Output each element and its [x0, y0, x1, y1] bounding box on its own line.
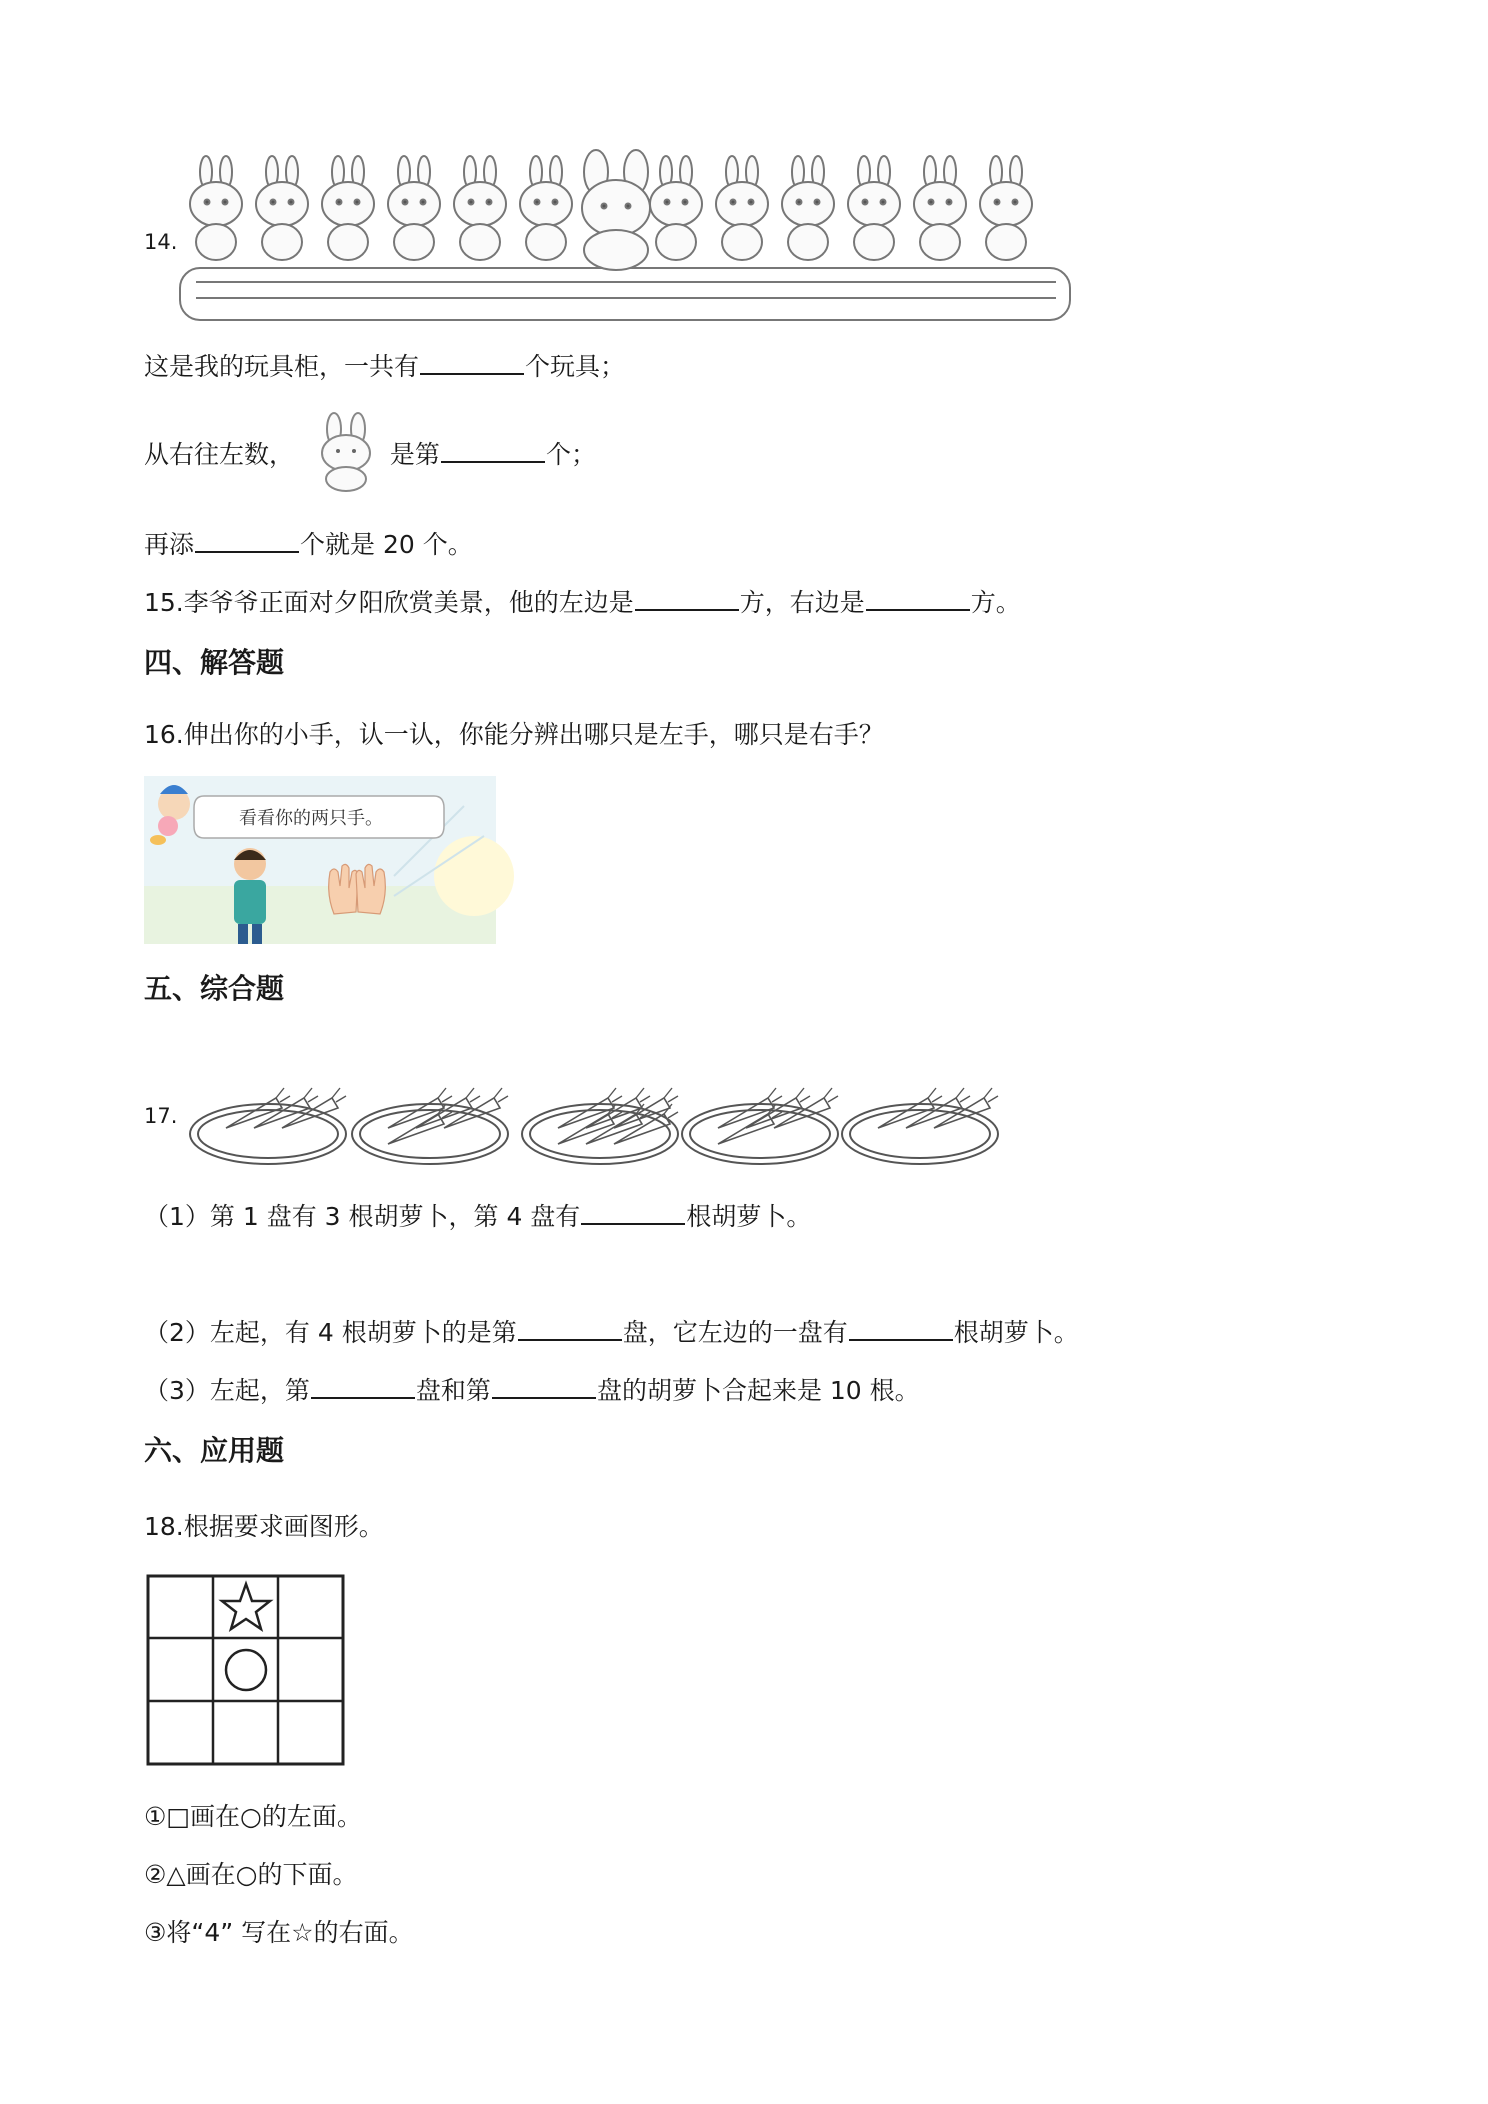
q14-line1-suffix: 个玩具；	[525, 352, 626, 381]
q17-number: 17.	[144, 1104, 178, 1128]
q18-text: 18.根据要求画图形。	[144, 1512, 384, 1541]
q17-blank-left-plate[interactable]	[849, 1317, 953, 1341]
q17-part3-text: （3）左起，第	[144, 1376, 310, 1405]
q18-item3: ③将“4” 写在☆的右面。	[144, 1918, 414, 1947]
q17-blank-plate-b[interactable]	[492, 1375, 596, 1399]
small-rabbit-icon	[520, 156, 572, 260]
q17-blank-plate4[interactable]	[581, 1201, 685, 1225]
circle-icon	[226, 1650, 266, 1690]
q14-line3-text: 再添	[144, 530, 195, 559]
q14-line2-text: 从右往左数，	[144, 440, 295, 469]
section6-title: 六、应用题	[144, 1434, 285, 1467]
q15-text: 15.李爷爷正面对夕阳欣赏美景，他的左边是	[144, 588, 634, 617]
drawing-grid[interactable]	[146, 1574, 346, 1768]
q17-blank-which-plate[interactable]	[518, 1317, 622, 1341]
q15-blank-left[interactable]	[635, 587, 739, 611]
q17-part3	[144, 1374, 920, 1408]
toy-shelf-illustration	[176, 150, 1076, 330]
q17-part1-suffix: 根胡萝卜。	[686, 1202, 812, 1231]
q17-part2-suffix: 根胡萝卜。	[953, 1318, 1079, 1347]
small-rabbit-icon	[454, 156, 506, 260]
section5-title: 五、综合题	[144, 972, 285, 1005]
q17-part1-text: （1）第 1 盘有 3 根胡萝卜，第 4 盘有	[144, 1202, 581, 1231]
small-rabbit-icon	[650, 156, 702, 260]
hands-illustration	[144, 776, 496, 944]
q15-suffix: 方。	[970, 588, 1021, 617]
q14-line1	[144, 350, 625, 384]
small-rabbit-icon	[256, 156, 308, 260]
q14-number: 14.	[144, 230, 178, 254]
q17-part2-mid: 盘，它左边的一盘有	[622, 1318, 848, 1347]
q16-text: 16.伸出你的小手，认一认，你能分辨出哪只是左手，哪只是右手？	[144, 720, 884, 749]
carrot-plates-illustration	[190, 1068, 1020, 1168]
big-rabbit-on-shelf-icon	[582, 150, 650, 270]
small-rabbit-icon	[980, 156, 1032, 260]
carrot-plate-icon	[842, 1088, 998, 1164]
big-rabbit-icon	[312, 415, 382, 495]
section4-title: 四、解答题	[144, 646, 285, 679]
q17-part2	[144, 1316, 1079, 1350]
carrot-plate-icon	[190, 1088, 346, 1164]
q18-item2: ②△画在○的下面。	[144, 1860, 358, 1889]
star-icon	[222, 1584, 270, 1629]
q14-line1-text: 这是我的玩具柜，一共有	[144, 352, 420, 381]
carrot-plate-icon	[522, 1088, 678, 1164]
q14-line2-mid: 是第	[389, 440, 440, 469]
q17-part3-suffix: 盘的胡萝卜合起来是 10 根。	[596, 1376, 920, 1405]
q14-blank-position[interactable]	[441, 439, 545, 463]
q15-line	[144, 586, 1021, 620]
small-rabbit-icon	[848, 156, 900, 260]
small-rabbit-icon	[716, 156, 768, 260]
speech-bubble-text: 看看你的两只手。	[239, 808, 383, 829]
carrot-plate-icon	[352, 1088, 508, 1164]
small-rabbit-icon	[388, 156, 440, 260]
q17-part1	[144, 1200, 811, 1234]
small-rabbit-icon	[190, 156, 242, 260]
q15-blank-right[interactable]	[866, 587, 970, 611]
q14-line3	[144, 528, 473, 562]
q18-item1: ①□画在○的左面。	[144, 1802, 362, 1831]
small-rabbit-icon	[914, 156, 966, 260]
q17-part2-text: （2）左起，有 4 根胡萝卜的是第	[144, 1318, 517, 1347]
q15-mid: 方，右边是	[739, 588, 865, 617]
q14-blank-add[interactable]	[195, 529, 299, 553]
q14-line3-suffix: 个就是 20 个。	[300, 530, 473, 559]
q14-blank-total[interactable]	[420, 351, 524, 375]
q14-line2-suffix: 个；	[545, 440, 596, 469]
small-rabbit-icon	[322, 156, 374, 260]
small-rabbit-icon	[782, 156, 834, 260]
carrot-plate-icon	[682, 1088, 838, 1164]
q17-part3-mid: 盘和第	[415, 1376, 491, 1405]
q17-blank-plate-a[interactable]	[311, 1375, 415, 1399]
